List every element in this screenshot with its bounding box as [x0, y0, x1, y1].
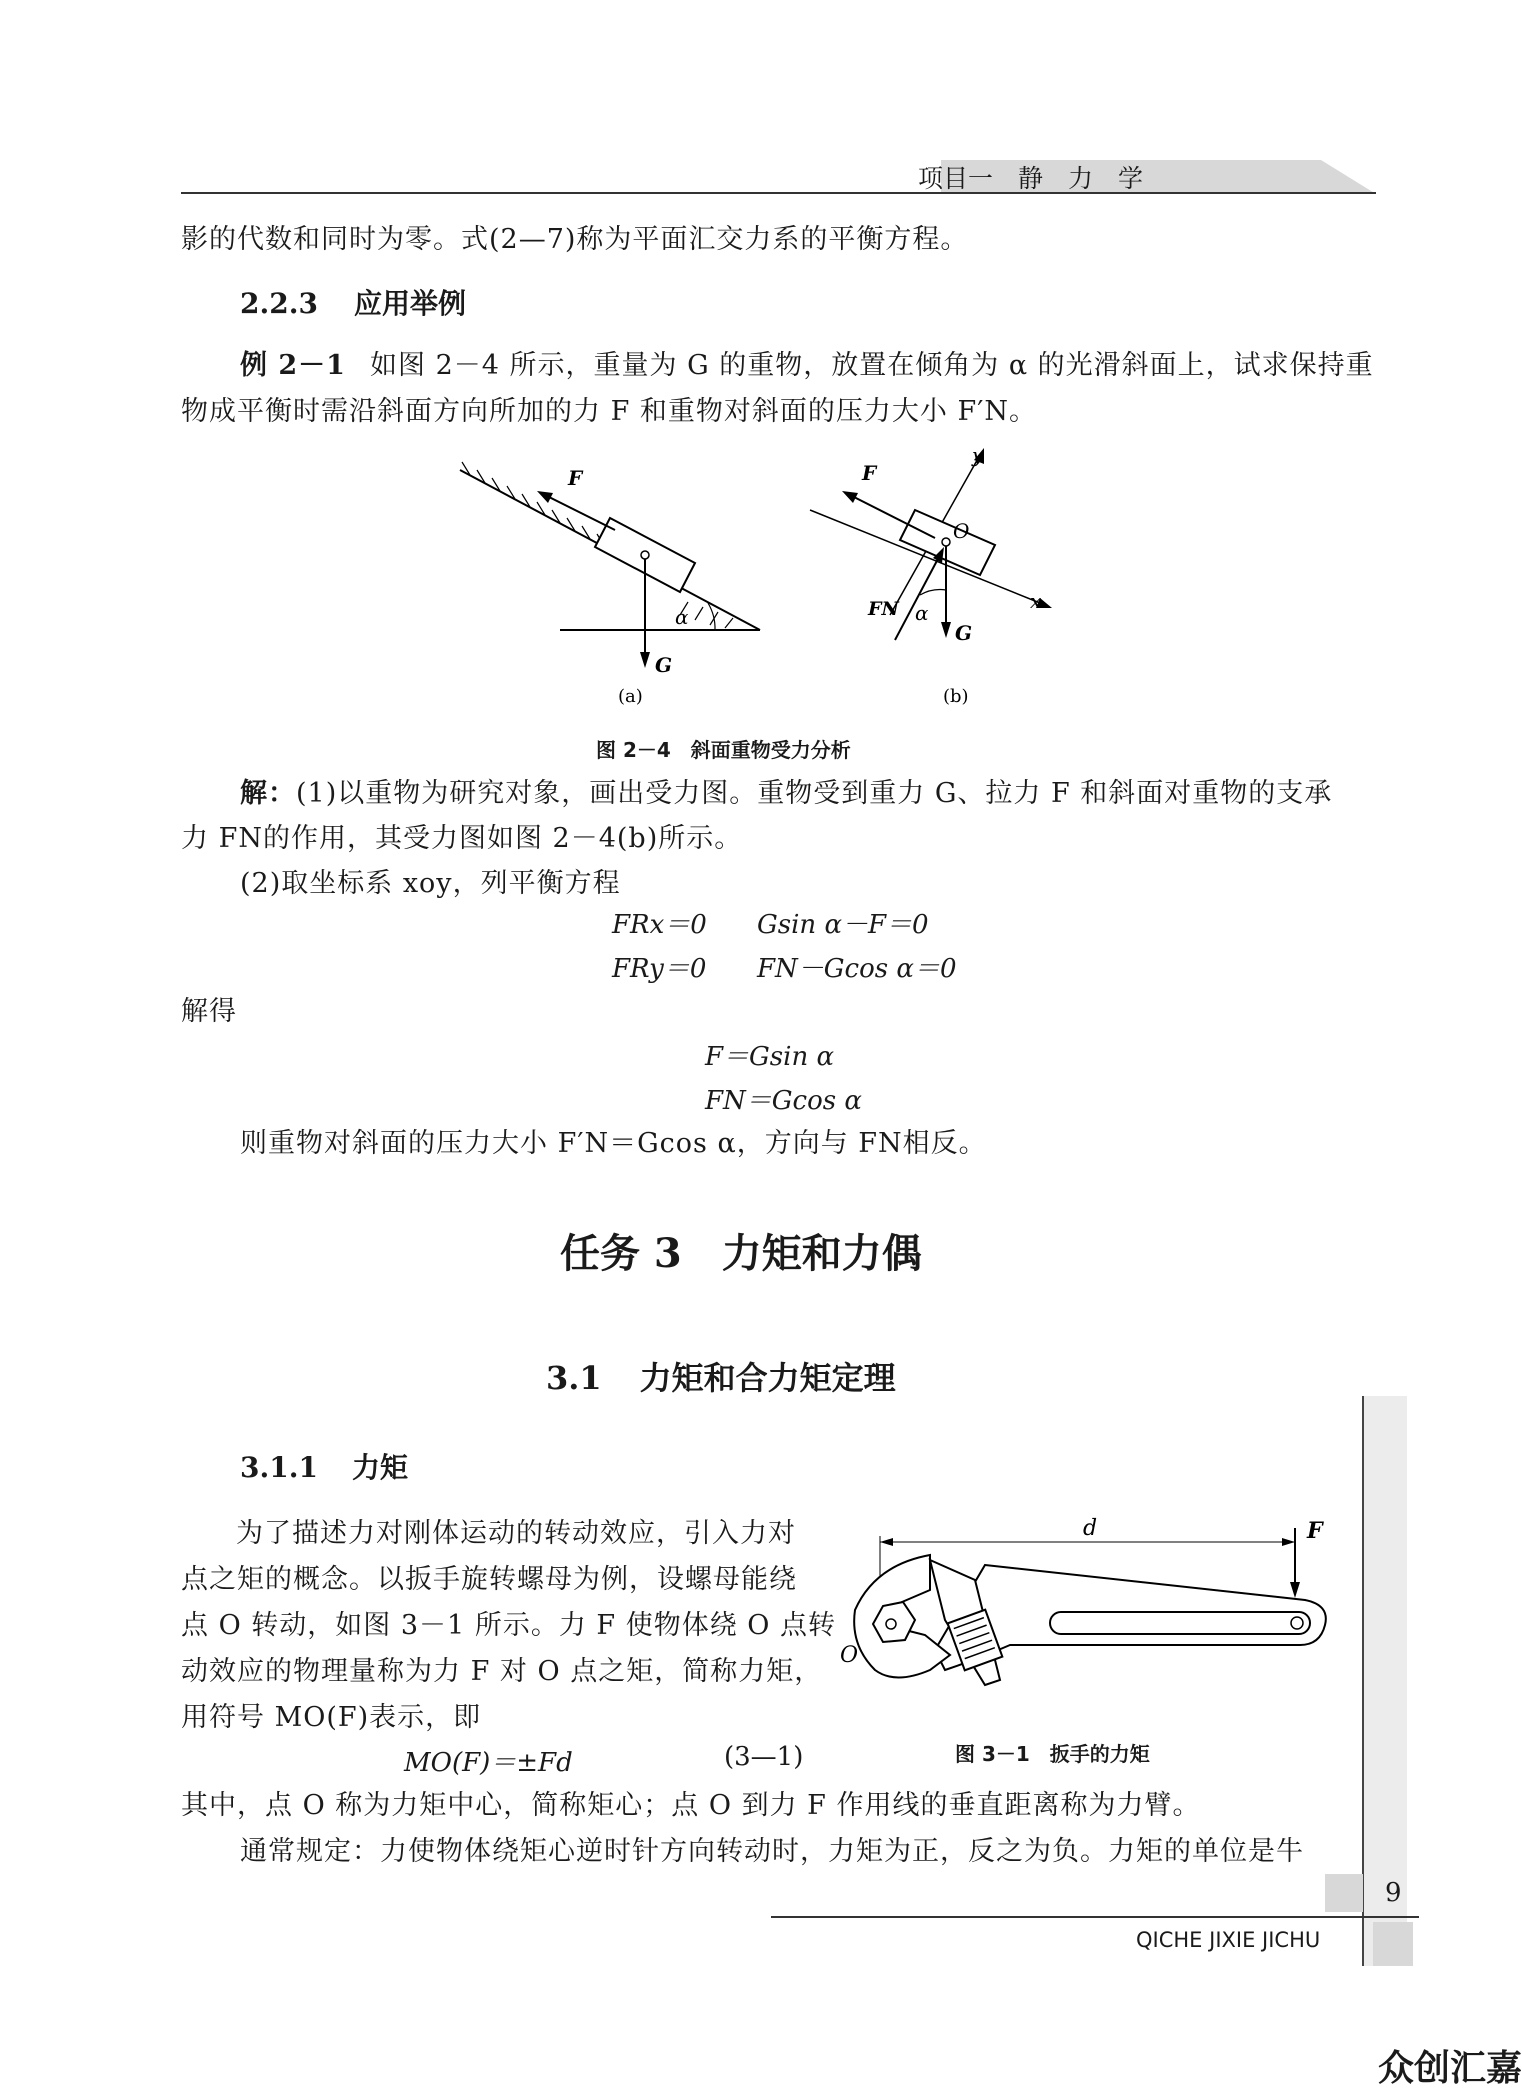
- equation-3-1: MO(F)＝±Fd: [404, 1748, 573, 1778]
- fig-b-O-label: O: [953, 519, 970, 543]
- solution-line-2: 力 FN的作用，其受力图如图 2－4(b)所示。: [181, 823, 743, 854]
- moment-line-3: 点 O 转动，如图 3－1 所示。力 F 使物体绕 O 点转: [181, 1610, 837, 1641]
- equation-1-right: Gsin α－F＝0: [757, 910, 929, 940]
- header-bar: [181, 160, 1376, 194]
- fig-F-label: F: [1307, 1518, 1323, 1544]
- fig-a-incline: [460, 462, 760, 707]
- moment-line-5: 用符号 MO(F)表示，即: [181, 1702, 482, 1733]
- header-title: 项目一 静 力 学: [918, 164, 1144, 193]
- footer-rule: [771, 1916, 1419, 1918]
- page-number: 9: [1385, 1878, 1402, 1908]
- section-number: 3.1.1: [240, 1451, 318, 1484]
- section-title: 应用举例: [353, 287, 466, 320]
- example-label: 例 2－1: [240, 350, 346, 381]
- solution-line-1: [240, 772, 1380, 816]
- equation-3-1-number: (3—1): [724, 1742, 804, 1772]
- fig-b-label: (b): [943, 686, 969, 707]
- footer-gray-block-2: [1373, 1922, 1413, 1966]
- fig-b-x-label: x: [1030, 589, 1042, 613]
- moment-line-4: 动效应的物理量称为力 F 对 O 点之矩，简称力矩，: [181, 1656, 823, 1687]
- footer-series: QICHE JIXIE JICHU: [1136, 1928, 1321, 1952]
- moment-line-2: 点之矩的概念。以扳手旋转螺母为例，设螺母能绕: [181, 1564, 797, 1595]
- example-text-1: 如图 2－4 所示，重量为 G 的重物，放置在倾角为 α 的光滑斜面上，试求保持重: [369, 350, 1374, 381]
- equation-2-left: FRy＝0: [612, 954, 707, 984]
- section-heading-3-1-1: [240, 1446, 408, 1486]
- fig-b-y-label: y: [972, 443, 984, 467]
- solution-line-3: (2)取坐标系 xoy，列平衡方程: [240, 868, 621, 899]
- moment-line-1: 为了描述力对刚体运动的转动效应，引入力对: [236, 1518, 796, 1549]
- fig-b-G-label: G: [955, 621, 973, 645]
- figure-2-4-caption: 图 2－4 斜面重物受力分析: [596, 738, 851, 762]
- fig-b-FN-label: FN: [868, 598, 899, 620]
- section-title: 力矩和合力矩定理: [639, 1359, 896, 1397]
- fig-a-G-label: G: [655, 653, 673, 677]
- fig-d-label: d: [1083, 1516, 1098, 1541]
- task-title: 任务 3 力矩和力偶: [560, 1230, 922, 1277]
- moment-line-6: 其中，点 O 称为力矩中心，简称矩心；点 O 到力 F 作用线的垂直距离称为力臂。: [181, 1790, 1201, 1821]
- solution-text-1: (1)以重物为研究对象，画出受力图。重物受到重力 G、拉力 F 和斜面对重物的支承: [296, 778, 1333, 809]
- section-heading-3-1: [546, 1353, 896, 1399]
- section-number: 2.2.3: [240, 287, 318, 320]
- example-line-1: [240, 344, 1380, 388]
- example-line-2: 物成平衡时需沿斜面方向所加的力 F 和重物对斜面的压力大小 F′N。: [181, 396, 1037, 427]
- result-1: F＝Gsin α: [705, 1042, 835, 1072]
- solution-label: 解：: [240, 778, 296, 809]
- fig-O-label: O: [840, 1643, 859, 1668]
- paragraph-continuation: 影的代数和同时为零。式(2—7)称为平面汇交力系的平衡方程。: [181, 224, 969, 255]
- fig-a-label: (a): [618, 686, 643, 707]
- fig-b-alpha-label: α: [915, 601, 929, 625]
- result-2: FN＝Gcos α: [705, 1086, 862, 1116]
- figure-3-1-caption: 图 3－1 扳手的力矩: [955, 1742, 1150, 1766]
- moment-line-7: 通常规定：力使物体绕矩心逆时针方向转动时，力矩为正，反之为负。力矩的单位是牛: [240, 1836, 1304, 1867]
- solve-label: 解得: [181, 996, 237, 1027]
- section-number: 3.1: [546, 1359, 602, 1397]
- header-decoration: [181, 160, 1376, 194]
- fig-b-F-label: F: [862, 461, 877, 485]
- section-heading-2-2-3: [240, 282, 466, 322]
- fig-a-alpha-label: α: [675, 605, 689, 629]
- footer-gray-block-1: [1325, 1874, 1363, 1912]
- section-title: 力矩: [351, 1451, 408, 1484]
- watermark: 众创汇嘉: [1378, 2048, 1522, 2089]
- figure-2-4: [450, 440, 1050, 710]
- equation-1-left: FRx＝0: [612, 910, 707, 940]
- figure-3-1-wrench: [835, 1510, 1335, 1710]
- equation-2-right: FN－Gcos α＝0: [757, 954, 957, 984]
- conclusion: 则重物对斜面的压力大小 F′N＝Gcos α，方向与 FN相反。: [240, 1128, 987, 1159]
- fig-b-free-body: [810, 443, 1052, 707]
- fig-a-F-label: F: [568, 466, 583, 490]
